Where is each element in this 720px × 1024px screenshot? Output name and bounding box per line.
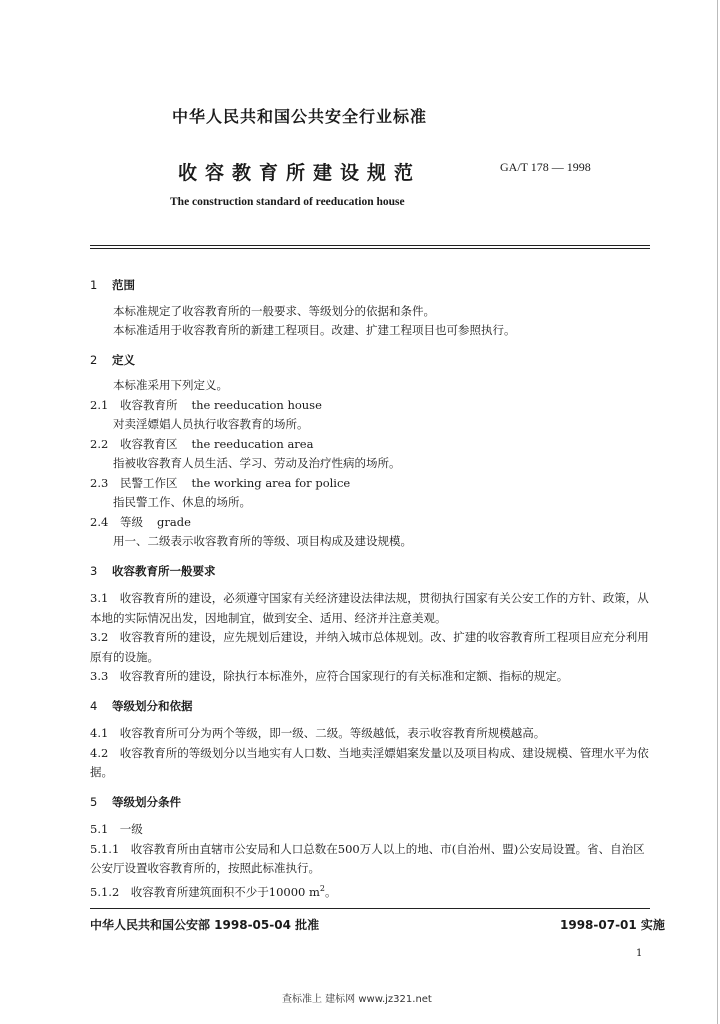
paragraph: 5.1 一级 [90, 822, 143, 836]
paragraph: 本标准适用于收容教育所的新建工程项目。改建、扩建工程项目也可参照执行。 [113, 323, 516, 337]
english-title: The construction standard of reeducation house [170, 196, 405, 208]
header-rule-bottom [90, 248, 650, 249]
document-body [90, 276, 656, 902]
term-definition: 指被收容教育人员生活、学习、劳动及治疗性病的场所。 [113, 456, 401, 470]
section-heading-5: 5 等级划分条件 [90, 794, 181, 809]
paragraph: 5.1.2 收容教育所建筑面积不少于10000 $m^2$。 [90, 883, 337, 899]
section-heading-2: 2 定义 [90, 352, 135, 367]
section-heading-1: 1 范围 [90, 278, 135, 292]
term-definition: 用一、二级表示收容教育所的等级、项目构成及建设规模。 [113, 534, 412, 548]
section-heading-4: 4 等级划分和依据 [90, 698, 193, 713]
paragraph: 3.3 收容教育所的建设，除执行本标准外，应符合国家现行的有关标准和定额、指标的规定。 [90, 669, 569, 683]
header-rule-top [90, 245, 650, 246]
paragraph: 3.2 收容教育所的建设，应先规划后建设，并纳入城市总体规划。改、扩建的收容教育所工程项目应充分利用原有的设施。 [90, 630, 649, 664]
standard-code: GA/T 178 — 1998 [500, 160, 591, 174]
paragraph: 本标准采用下列定义。 [113, 378, 228, 392]
approval-line: 中华人民共和国公安部 1998-05-04 批准 [90, 918, 320, 932]
paragraph: 3.1 收容教育所的建设，必须遵守国家有关经济建设法律法规，贯彻执行国家有关公安工作的方针、政策，从本地的实际情况出发，因地制宜，做到安全、适用、经济并注意美观。 [90, 591, 649, 625]
paragraph: 4.2 收容教育所的等级划分以当地实有人口数、当地卖淫嫖娼案发量以及项目构成、建设规模、管理水平为依据。 [90, 745, 649, 779]
issuing-org: 中华人民共和国公共安全行业标准 [172, 107, 428, 126]
paragraph: 5.1.1 收容教育所由直辖市公安局和人口总数在500万人以上的地、市(自治州、盟)公安局设置。省、自治区公安厅设置收容教育所的，按照此标准执行。 [90, 841, 645, 875]
section-heading-3: 3 收容教育所一般要求 [90, 563, 216, 578]
term-2-1: 2.1 收容教育所 the reeducation house [90, 397, 322, 412]
paragraph: 4.1 收容教育所可分为两个等级，即一级、二级。等级越低，表示收容教育所规模越高。 [90, 726, 546, 740]
source-watermark: 查标准上 建标网 www.jz321.net [282, 994, 432, 1005]
implementation-date: 1998-07-01 实施 [560, 918, 665, 932]
term-2-4: 2.4 等级 grade [90, 514, 191, 529]
footer-rule [90, 908, 650, 909]
standard-title: 收容教育所建设规范 [178, 162, 422, 184]
term-2-3: 2.3 民警工作区 the working area for police [90, 475, 351, 490]
paragraph: 本标准规定了收容教育所的一般要求、等级划分的依据和条件。 [113, 303, 435, 318]
term-definition: 对卖淫嫖娼人员执行收容教育的场所。 [113, 417, 309, 431]
term-definition: 指民警工作、休息的场所。 [113, 495, 251, 509]
page-edge [717, 0, 718, 1024]
page-number: 1 [636, 948, 643, 959]
term-2-2: 2.2 收容教育区 the reeducation area [90, 436, 314, 451]
